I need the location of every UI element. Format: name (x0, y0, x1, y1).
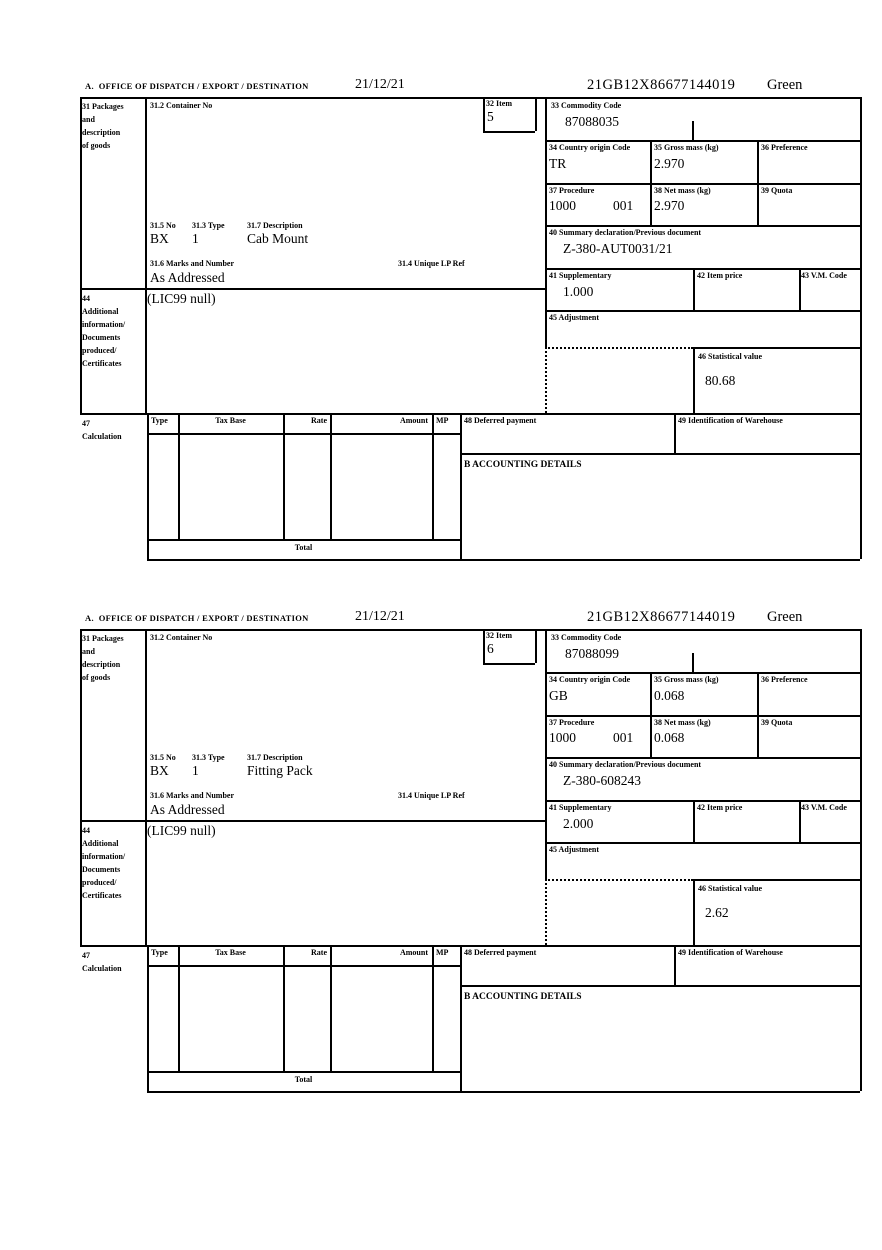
box32-bottom-border (483, 663, 535, 665)
row41-bottom-border (545, 842, 860, 844)
statistical-value-label: 46 Statistical value (698, 884, 762, 893)
commodity-code-tick (692, 653, 694, 672)
description-value: Fitting Pack (247, 763, 313, 778)
mid-divider-dotted (545, 879, 547, 945)
box44-top-border (80, 288, 545, 290)
column-header-tax-base: Tax Base (215, 948, 246, 957)
vm-code-label: 43 V.M. Code (801, 271, 847, 280)
rate-divider (330, 413, 332, 539)
col34-35-divider (650, 672, 652, 757)
summary-declaration-value: Z-380-AUT0031/21 (563, 241, 673, 256)
box32-left-border (483, 629, 485, 663)
row41-bottom-border (545, 310, 860, 312)
column-header-type: Type (151, 948, 168, 957)
deferred-payment-label: 48 Deferred payment (464, 948, 537, 957)
box44-label-line: Certificates (82, 891, 122, 900)
description-label: 31.7 Description (247, 221, 303, 230)
accounting-details-label: B ACCOUNTING DETAILS (464, 460, 582, 470)
mid-divider (545, 629, 547, 879)
country-origin-value: TR (549, 156, 567, 171)
declaration-date: 21/12/21 (355, 77, 405, 92)
unique-lp-ref-label: 31.4 Unique LP Ref (398, 791, 465, 800)
box44-label-line: Documents (82, 333, 121, 342)
additional-info-value: (LIC99 null) (147, 823, 216, 838)
box31-label-line: 31 Packages (82, 102, 124, 111)
declaration-reference: 21GB12X86677144019 (587, 77, 736, 93)
box45-dotted-border (545, 347, 693, 349)
mp-right-border (460, 413, 462, 559)
table-left-border (147, 945, 149, 1091)
procedure-label: 37 Procedure (549, 718, 595, 727)
form-right-border (860, 629, 862, 1091)
taxbase-divider (283, 945, 285, 1071)
box44-top-border (80, 820, 545, 822)
box44-label-line: 44 (82, 294, 90, 303)
table-header-border (147, 433, 460, 435)
statistical-value: 2.62 (705, 905, 729, 920)
label-column-border (145, 97, 147, 413)
statistical-value: 80.68 (705, 373, 736, 388)
container-no-label: 31.2 Container No (150, 101, 213, 110)
supplementary-value: 1.000 (563, 284, 594, 299)
taxbase-divider (283, 413, 285, 539)
column-header-rate: Rate (311, 948, 327, 957)
row34-bottom-border (545, 715, 860, 717)
column-header-mp: MP (436, 948, 449, 957)
label-column-border (145, 629, 147, 945)
package-type-value: 1 (192, 231, 199, 246)
box46-top-border (693, 347, 860, 349)
net-mass-label: 38 Net mass (kg) (654, 186, 711, 195)
gross-mass-value: 0.068 (654, 688, 685, 703)
row37-bottom-border (545, 757, 860, 759)
summary-declaration-label: 40 Summary declaration/Previous document (549, 760, 702, 769)
box31-label-line: description (82, 660, 121, 669)
total-label: Total (294, 1075, 313, 1084)
box32-left-border (483, 97, 485, 131)
table-header-border (147, 965, 460, 967)
box32-right-border (535, 97, 537, 131)
box31-label-line: and (82, 115, 95, 124)
column-header-amount: Amount (399, 416, 428, 425)
row37-bottom-border (545, 225, 860, 227)
office-of-dispatch-label: A. OFFICE OF DISPATCH / EXPORT / DESTINATION (85, 81, 309, 91)
box33-bottom-border (545, 140, 860, 142)
unique-lp-ref-label: 31.4 Unique LP Ref (398, 259, 465, 268)
box48-49-divider (674, 413, 676, 453)
marks-value: As Addressed (150, 802, 225, 817)
commodity-code-tick (692, 121, 694, 140)
declaration-date: 21/12/21 (355, 609, 405, 624)
vm-code-label: 43 V.M. Code (801, 803, 847, 812)
package-no-label: 31.5 No (150, 753, 176, 762)
box33-bottom-border (545, 672, 860, 674)
container-no-label: 31.2 Container No (150, 633, 213, 642)
form-bottom-border (147, 559, 860, 561)
description-value: Cab Mount (247, 231, 309, 246)
procedure-value-2: 001 (613, 198, 634, 213)
box44-label-line: information/ (82, 320, 126, 329)
summary-declaration-value: Z-380-608243 (563, 773, 641, 788)
statistical-value-label: 46 Statistical value (698, 352, 762, 361)
item-label: 32 Item (486, 631, 512, 640)
package-type-value: 1 (192, 763, 199, 778)
box45-dotted-border (545, 879, 693, 881)
type-divider (178, 945, 180, 1071)
warehouse-id-label: 49 Identification of Warehouse (678, 416, 783, 425)
package-no-label: 31.5 No (150, 221, 176, 230)
declaration-item-block (0, 77, 882, 577)
box47-label-line: Calculation (82, 964, 122, 973)
routing-status: Green (767, 77, 803, 93)
gross-mass-label: 35 Gross mass (kg) (654, 675, 719, 684)
adjustment-label: 45 Adjustment (549, 845, 600, 854)
commodity-code-label: 33 Commodity Code (551, 101, 622, 110)
declaration-reference: 21GB12X86677144019 (587, 609, 736, 625)
amount-divider (432, 945, 434, 1071)
item-label: 32 Item (486, 99, 512, 108)
table-left-border (147, 413, 149, 559)
box48-bottom-border (460, 985, 860, 987)
package-type-label: 31.3 Type (192, 221, 225, 230)
box44-label-line: 44 (82, 826, 90, 835)
net-mass-value: 2.970 (654, 198, 685, 213)
description-label: 31.7 Description (247, 753, 303, 762)
type-divider (178, 413, 180, 539)
box31-label-line: description (82, 128, 121, 137)
column-header-rate: Rate (311, 416, 327, 425)
form-top-border (80, 629, 860, 631)
box44-label-line: information/ (82, 852, 126, 861)
quota-label: 39 Quota (761, 186, 793, 195)
commodity-code-value: 87088099 (565, 646, 619, 661)
supplementary-value: 2.000 (563, 816, 594, 831)
adjustment-label: 45 Adjustment (549, 313, 600, 322)
net-mass-label: 38 Net mass (kg) (654, 718, 711, 727)
row34-bottom-border (545, 183, 860, 185)
box48-49-divider (674, 945, 676, 985)
box32-right-border (535, 629, 537, 663)
box44-label-line: Additional (82, 307, 119, 316)
box46-left-border (693, 879, 695, 945)
col41-42-divider (693, 268, 695, 310)
box31-label-line: 31 Packages (82, 634, 124, 643)
commodity-code-value: 87088035 (565, 114, 619, 129)
procedure-value: 1000 (549, 198, 576, 213)
gross-mass-value: 2.970 (654, 156, 685, 171)
col34-35-divider (650, 140, 652, 225)
rate-divider (330, 945, 332, 1071)
box44-label-line: Documents (82, 865, 121, 874)
item-price-label: 42 Item price (697, 803, 743, 812)
mp-right-border (460, 945, 462, 1091)
box31-label-line: of goods (82, 141, 111, 150)
item-number: 6 (487, 641, 494, 656)
box40-bottom-border (545, 268, 860, 270)
column-header-tax-base: Tax Base (215, 416, 246, 425)
routing-status: Green (767, 609, 803, 625)
accounting-details-label: B ACCOUNTING DETAILS (464, 992, 582, 1002)
box40-bottom-border (545, 800, 860, 802)
box47-label-line: 47 (82, 951, 90, 960)
total-label: Total (294, 543, 313, 552)
column-header-mp: MP (436, 416, 449, 425)
box32-bottom-border (483, 131, 535, 133)
box44-label-line: produced/ (82, 878, 117, 887)
summary-declaration-label: 40 Summary declaration/Previous document (549, 228, 702, 237)
table-bottom-border (147, 539, 460, 541)
marks-value: As Addressed (150, 270, 225, 285)
package-no-value: BX (150, 231, 169, 246)
col35-36-divider (757, 140, 759, 225)
preference-label: 36 Preference (761, 143, 808, 152)
deferred-payment-label: 48 Deferred payment (464, 416, 537, 425)
form-right-border (860, 97, 862, 559)
calculation-top-border (80, 945, 860, 947)
marks-label: 31.6 Marks and Number (150, 259, 235, 268)
mid-divider-dotted (545, 347, 547, 413)
box46-top-border (693, 879, 860, 881)
col35-36-divider (757, 672, 759, 757)
box44-label-line: Additional (82, 839, 119, 848)
country-origin-value: GB (549, 688, 568, 703)
package-no-value: BX (150, 763, 169, 778)
package-type-label: 31.3 Type (192, 753, 225, 762)
supplementary-label: 41 Supplementary (549, 803, 612, 812)
country-origin-label: 34 Country origin Code (549, 143, 631, 152)
box31-label-line: and (82, 647, 95, 656)
procedure-value: 1000 (549, 730, 576, 745)
form-bottom-border (147, 1091, 860, 1093)
box48-bottom-border (460, 453, 860, 455)
country-origin-label: 34 Country origin Code (549, 675, 631, 684)
mid-divider (545, 97, 547, 347)
column-header-type: Type (151, 416, 168, 425)
warehouse-id-label: 49 Identification of Warehouse (678, 948, 783, 957)
procedure-value-2: 001 (613, 730, 634, 745)
box31-label-line: of goods (82, 673, 111, 682)
box46-left-border (693, 347, 695, 413)
box44-label-line: produced/ (82, 346, 117, 355)
table-bottom-border (147, 1071, 460, 1073)
commodity-code-label: 33 Commodity Code (551, 633, 622, 642)
procedure-label: 37 Procedure (549, 186, 595, 195)
calculation-top-border (80, 413, 860, 415)
box47-label-line: 47 (82, 419, 90, 428)
net-mass-value: 0.068 (654, 730, 685, 745)
form-top-border (80, 97, 860, 99)
item-price-label: 42 Item price (697, 271, 743, 280)
declaration-item-block (0, 609, 882, 1109)
supplementary-label: 41 Supplementary (549, 271, 612, 280)
box47-label-line: Calculation (82, 432, 122, 441)
marks-label: 31.6 Marks and Number (150, 791, 235, 800)
additional-info-value: (LIC99 null) (147, 291, 216, 306)
office-of-dispatch-label: A. OFFICE OF DISPATCH / EXPORT / DESTINATION (85, 613, 309, 623)
column-header-amount: Amount (399, 948, 428, 957)
item-number: 5 (487, 109, 494, 124)
box44-label-line: Certificates (82, 359, 122, 368)
gross-mass-label: 35 Gross mass (kg) (654, 143, 719, 152)
quota-label: 39 Quota (761, 718, 793, 727)
col41-42-divider (693, 800, 695, 842)
preference-label: 36 Preference (761, 675, 808, 684)
amount-divider (432, 413, 434, 539)
